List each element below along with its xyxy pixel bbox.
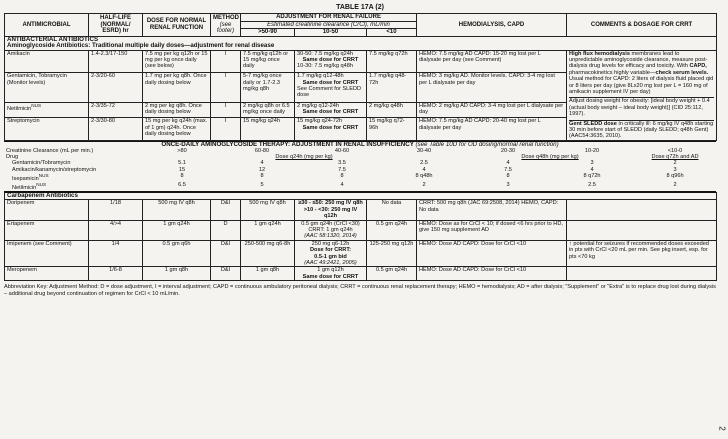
- once-daily-heading-title: ONCE-DAILY AMINOGLYCOSIDE THERAPY: ADJUSTMENT IN RENAL INSUFFICIENCY: [161, 141, 414, 148]
- comment-text: in critically ill: 6 mg/kg IV q48h starting 30 min before start of SLEDD (daily SLEDD; q48h Gent) (AAC54:3635, 2010).: [569, 120, 714, 140]
- drug-superscript: NUS: [38, 172, 49, 178]
- dose-gt50: 1 gm q24h: [241, 220, 295, 240]
- drug-name-text: Netilmicin: [7, 105, 32, 112]
- dose-value: 4: [590, 166, 594, 173]
- comment-text: Usual method for CAPD: 2 liters of dialysis fluid placed qid or 8 liters per day (give 8Lx20 mg lost per L = 160 mg of amikacin supplement IV per day): [569, 76, 714, 96]
- half-life: 2-3/20-60: [89, 73, 143, 103]
- section-antibacterial-title: ANTIBACTERIAL ANTIBIOTICS: [7, 36, 99, 43]
- document-page: [4, 3, 716, 298]
- dose-value: 8: [180, 172, 184, 179]
- dose-value: 8: [260, 172, 264, 179]
- crcl-value: 30-40: [416, 148, 432, 155]
- hemodialysis: HEMO: Dose as for CrCl < 10; if dosed <6 hrs prior to HD, give 150 mg supplement AD: [417, 220, 567, 240]
- header-comments: COMMENTS & DOSAGE FOR CRRT: [567, 14, 717, 37]
- dose-lt10: 7.5 mg/kg q72h: [367, 50, 417, 73]
- dose-10-50-line3: See Comment for SLEDD dose: [297, 85, 362, 99]
- dose-value: 7.5: [504, 166, 512, 173]
- drug-name: [5, 118, 89, 141]
- dose-gt50: 5-7 mg/kg once daily or 1.7-2.3 mg/kg q8h: [241, 73, 295, 103]
- dose-10-50-line1: 15 mg/kg q24-72h: [297, 118, 343, 125]
- comment-check: check serum levels.: [655, 69, 709, 76]
- drug-name: [5, 50, 89, 73]
- comments: [567, 200, 717, 220]
- comment-text: pharmacokinetics highly variable—: [569, 69, 656, 76]
- abbreviation-key: Abbreviation Key: Adjustment Method: D = dose adjustment, I = interval adjustment; CAPD = continuous ambulatory peritoneal dialysis; CRRT = continuous renal replacement therapy; HEMO = hemodialysis; AD = after dialysis; "Supplement" or "Extra" is to replace drug lost during dialysis – additional drug beyond continuation of regimen for CrCl < 10 mL/min.: [4, 284, 716, 298]
- dose-10-50-line: Same dose for CRRT: [302, 273, 359, 280]
- drug-name: Ertapenem: [5, 220, 89, 240]
- main-table: [4, 13, 717, 141]
- dose-value: 4: [422, 166, 426, 173]
- comment-sledd-label: Gent SLEDD dose: [569, 120, 617, 127]
- half-life: 1/6-8: [89, 267, 143, 281]
- header-dose: DOSE FOR NORMAL RENAL FUNCTION: [143, 14, 211, 37]
- half-life: 2-3/30-80: [89, 118, 143, 141]
- dose-10-50-crrt: Same dose for CRRT: [302, 124, 359, 131]
- dose-10-50-line: 0.5-1 gm bid: [314, 253, 347, 260]
- header-halflife: HALF-LIFE (NORMAL/ ESRD) hr: [89, 14, 143, 37]
- dose-value: 8: [340, 172, 344, 179]
- once-daily-heading-sub: (see Table 10D for OD dosing/normal renal function): [415, 141, 559, 148]
- dose-value: 3: [590, 160, 594, 167]
- method: I: [211, 118, 241, 141]
- comment-paragraph: [569, 51, 714, 96]
- dose-value: 4: [340, 181, 344, 188]
- drug-superscript: NUS: [31, 102, 42, 108]
- dose-10-50-line1: 1.7 mg/kg q12-48h: [297, 73, 344, 80]
- dose-10-50-line: Dose for CRRT:: [309, 247, 352, 254]
- hemodialysis: HEMO: Dose AD CAPD: Dose for CrCl <10: [417, 267, 567, 281]
- dose-value: 3: [506, 181, 510, 188]
- dose-gt50: 250-500 mg q6-8h: [241, 240, 295, 267]
- dose-lt10: 125-250 mg q12h: [367, 240, 417, 267]
- dose-value: 8 q72h: [583, 172, 601, 179]
- method: D&I: [211, 267, 241, 281]
- dose-10-50: [295, 220, 367, 240]
- header-adjust: ADJUSTMENT FOR RENAL FAILURE: [241, 14, 417, 22]
- dose-value: 3: [673, 166, 677, 173]
- dose-value: 8: [506, 172, 510, 179]
- dose-gt50: 1 gm q8h: [241, 267, 295, 281]
- dose-value: 4: [506, 160, 510, 167]
- drug-name: [5, 102, 89, 117]
- dose-10-50: [295, 200, 367, 220]
- method: I: [211, 73, 241, 103]
- dose-gt50: 7.5 mg/kg q12h or 15 mg/kg once daily: [241, 50, 295, 73]
- dose-lt10: 0.5 gm q24h: [367, 267, 417, 281]
- header-method-label: METHOD: [213, 15, 239, 21]
- comments: [567, 267, 717, 281]
- dose-10-50-line: ≥30 - ≤50: 250 mg IV q8h: [298, 200, 363, 207]
- dose-value: 2: [422, 181, 426, 188]
- comments: ↑ potential for seizures if recommended doses exceeded in pts with CrCl <20 mL per min. See pkg insert, esp. for pts <70 kg: [567, 240, 717, 267]
- table-row: [5, 200, 717, 220]
- dose-lt10: 0.5 gm q24h: [367, 220, 417, 240]
- dose-value: 8 q96h: [666, 172, 684, 179]
- drug-name-text: Gentamicin/Tobramycin: [12, 160, 71, 167]
- dose-value: 2.5: [420, 160, 428, 167]
- crcl-value: 40-60: [334, 148, 350, 155]
- dose-value: 12: [258, 166, 266, 173]
- dose-value: 6.5: [178, 181, 186, 188]
- table-row: [4, 173, 716, 182]
- header-antimicrobial: ANTIMICROBIAL: [5, 14, 89, 37]
- dose-gt50: 15 mg/kg q24h: [241, 118, 295, 141]
- drug-name-text: Netilmicin: [12, 184, 37, 191]
- method: I: [211, 50, 241, 73]
- once-daily-heading: [4, 141, 716, 148]
- drug-name-text: Isepamicin: [12, 175, 39, 182]
- comment-paragraph: [569, 120, 714, 140]
- dose-10-50-crrt: Same dose for CRRT: [302, 109, 359, 116]
- dose-10-50-line: (AAC 58:1320, 2014): [304, 233, 357, 240]
- table-row: [5, 240, 717, 267]
- carbapenem-table: [4, 192, 717, 281]
- dose-10-50: [295, 267, 367, 281]
- drug-name: Doripenem: [5, 200, 89, 220]
- drug-name-text: Amikacin: [7, 50, 30, 57]
- drug-name: Meropenem: [5, 267, 89, 281]
- dose-10-50: [295, 118, 367, 141]
- hemodialysis: HEMO: 7.5 mg/kg AD CAPD: 15-20 mg lost per L dialysate per day (see Comment): [417, 50, 567, 73]
- dose-10-50-crrt: Same dose for CRRT: [302, 57, 359, 63]
- normal-dose: 1 gm q8h: [143, 267, 211, 281]
- dose-q24h-label: Dose q24h (mg per kg): [275, 154, 333, 161]
- dose-10-50-line: 1 gm q12h: [317, 267, 344, 274]
- drug-label: Drug: [6, 154, 19, 161]
- comment-capd: CAPD,: [689, 63, 707, 70]
- header-lt10: <10: [367, 29, 417, 37]
- dose-10-50: [295, 73, 367, 103]
- dose-value: 3.5: [338, 160, 346, 167]
- dose-10-50-line: >10 - <30: 250 mg IV q12h: [303, 206, 358, 220]
- crcl-value: 60-80: [254, 148, 270, 155]
- dose-value: 8 q48h: [415, 172, 433, 179]
- normal-dose: 15 mg per kg q24h (max. of 1 gm) q24h. Once daily dosing below: [143, 118, 211, 141]
- dose-lt10: No data: [367, 200, 417, 220]
- dose-lt10: 1.7 mg/kg q48-72h: [367, 73, 417, 103]
- header-adjust-sub: Estimated creatinine clearance (CrCl), mL/min: [241, 21, 417, 29]
- table-row: [5, 220, 717, 240]
- drug-name: Imipenem (see Comment): [5, 240, 89, 267]
- drug-name: [4, 173, 142, 182]
- hemodialysis: HEMO: Dose AD CAPD: Dose for CrCl <10: [417, 240, 567, 267]
- dose-gt50: 500 mg IV q8h: [241, 200, 295, 220]
- normal-dose: 7.5 mg per kg q12h or 15 mg per kg once daily (see below): [143, 50, 211, 73]
- drug-name-text: Streptomycin: [7, 118, 40, 125]
- half-life: 2-3/35-72: [89, 102, 143, 117]
- half-life: 4/>4: [89, 220, 143, 240]
- normal-dose: 2 mg per kg q8h. Once daily dosing below: [143, 102, 211, 117]
- dose-10-50-line3: 10-30: 7.5 mg/kg q48h: [297, 63, 353, 70]
- once-daily-table: [4, 141, 716, 192]
- dose-10-50-line: CRRT: 1 gm q24h: [308, 227, 353, 234]
- table-row: [4, 182, 716, 192]
- section-carbapenem: Carbapenem Antibiotics: [5, 193, 717, 200]
- table-title: TABLE 17A (2): [336, 4, 384, 11]
- header-hemodialysis: HEMODIALYSIS, CAPD: [417, 14, 567, 37]
- method: D&I: [211, 240, 241, 267]
- header-10-50: 10-50: [295, 29, 367, 37]
- dose-10-50: [295, 50, 367, 73]
- normal-dose: 1.7 mg per kg q8h. Once daily dosing below: [143, 73, 211, 103]
- crcl-label: Creatinine Clearance (mL per min.): [6, 148, 94, 155]
- hemodialysis: HEMO: 7.5 mg/kg AD CAPD: 20-40 mg lost per L dialysate per day: [417, 118, 567, 141]
- dose-10-50: [295, 102, 367, 117]
- dose-value: 2: [673, 181, 677, 188]
- crcl-value: 10-20: [584, 148, 600, 155]
- header-method: [211, 14, 241, 37]
- dose-10-50-line1: 30-50: 7.5 mg/kg q24h: [297, 50, 353, 57]
- dose-10-50-crrt: Same dose for CRRT: [302, 79, 359, 86]
- method: I: [211, 102, 241, 117]
- dose-10-50: [295, 240, 367, 267]
- table-row: [5, 267, 717, 281]
- hemodialysis: CRRT: 500 mg q8h (JAC 69:2508, 2014) HEMO, CAPD: No data: [417, 200, 567, 220]
- normal-dose: 1 gm q24h: [143, 220, 211, 240]
- hemodialysis: HEMO: 2 mg/kg AD CAPD: 3-4 mg lost per L dialysate per day: [417, 102, 567, 117]
- dose-lt10: 15 mg/kg q72-96h: [367, 118, 417, 141]
- drug-name: [5, 73, 89, 103]
- dose-lt10: 2 mg/kg q48h: [367, 102, 417, 117]
- dose-value: 4: [260, 160, 264, 167]
- drug-superscript: NUS: [36, 181, 47, 187]
- dose-10-50-line: (AAC 49:2421, 2005): [304, 260, 357, 267]
- crcl-value: 20-30: [500, 148, 516, 155]
- crcl-value: <10-0: [667, 148, 683, 155]
- comment-hf-label: High flux hemodialysis: [569, 50, 630, 57]
- dose-gt50: 2 mg/kg q8h or 6.5 mg/kg once daily: [241, 102, 295, 117]
- half-life: 1/18: [89, 200, 143, 220]
- header-method-sub: (see footer): [216, 21, 235, 35]
- page-number: 2: [717, 426, 727, 431]
- comment-paragraph: Adjust dosing weight for obesity: [ideal body weight + 0.4 (actual body weight – ideal body weight)] (CID 25:112, 1997).: [569, 97, 714, 117]
- normal-dose: 0.5 gm q6h: [143, 240, 211, 267]
- method: D: [211, 220, 241, 240]
- dose-value: 2.5: [588, 181, 596, 188]
- comments: [567, 220, 717, 240]
- table-row: [5, 50, 717, 73]
- section-antibacterial: [5, 36, 717, 50]
- crcl-value: >80: [177, 148, 187, 155]
- section-aminoglycoside-title: Aminoglycoside Antibiotics: Traditional multiple daily doses—adjustment for renal disease: [7, 42, 275, 50]
- dose-q48h-label: Dose q48h (mg per kg): [521, 154, 579, 161]
- normal-dose: 500 mg IV q8h: [143, 200, 211, 220]
- drug-name-text: Gentamicin, Tobramycin (Monitor levels): [7, 73, 67, 86]
- dose-10-50-line1: 2 mg/kg q12-24h: [297, 102, 339, 109]
- drug-name: [4, 182, 142, 192]
- dose-value: 5.1: [178, 160, 186, 167]
- dose-10-50-line: 0.5 gm q24h (CrCl <30): [301, 220, 360, 227]
- half-life: 1/4: [89, 240, 143, 267]
- hemodialysis: HEMO: 3 mg/kg AD. Monitor levels. CAPD: 3-4 mg lost per L dialysate per day: [417, 73, 567, 103]
- drug-name-text: Amikacin/kanamycin/streptomycin: [12, 166, 97, 173]
- comments-aminoglycoside: [567, 50, 717, 140]
- dose-value: 5: [260, 181, 264, 188]
- dose-value: 15: [178, 166, 186, 173]
- dose-q72h-label: Dose q72h and AD: [651, 154, 699, 161]
- dose-value: 7.5: [338, 166, 346, 173]
- dose-10-50-line: 250 mg q6-12h: [311, 240, 350, 247]
- header-gt50: >50-90: [241, 29, 295, 37]
- dose-value: 2: [673, 160, 677, 167]
- comment-text: membranes lead to unpredictable aminoglycoside clearance, measure post-dialysis drug levels for efficacy and toxicity. With: [569, 50, 708, 70]
- half-life: 1.4-2.3/17-150: [89, 50, 143, 73]
- method: D&I: [211, 200, 241, 220]
